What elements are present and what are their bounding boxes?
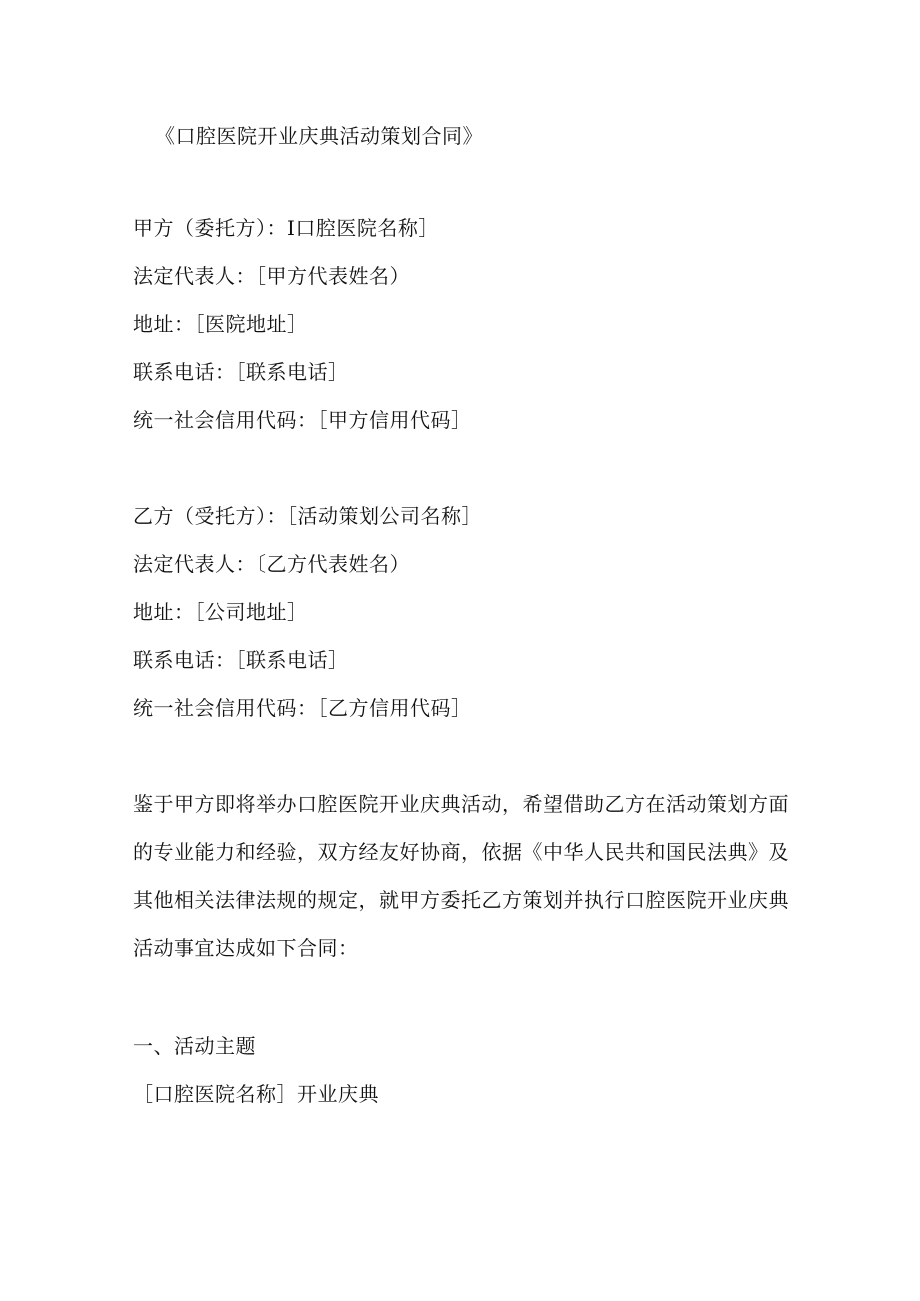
- party-a-phone: 联系电话：［联系电话］: [133, 360, 349, 384]
- document-title: 《口腔医院开业庆典活动策划合同》: [155, 124, 483, 148]
- party-a-credit-code: 统一社会信用代码：［甲方信用代码］: [133, 408, 472, 432]
- section-1-content: ［口腔医院名称］开业庆典: [133, 1082, 379, 1106]
- preamble-line: 活动事宜达成如下合同：: [133, 936, 359, 960]
- party-a-heading: 甲方（委托方）：I口腔医院名称］: [133, 216, 439, 240]
- party-a-representative: 法定代表人：［甲方代表姓名）: [133, 264, 410, 288]
- preamble-line: 鉴于甲方即将举办口腔医院开业庆典活动，希望借助乙方在活动策划方面: [133, 792, 789, 816]
- preamble-line: 其他相关法律法规的规定，就甲方委托乙方策划并执行口腔医院开业庆典: [133, 888, 789, 912]
- party-b-heading: 乙方（受托方）：［活动策划公司名称］: [133, 504, 482, 528]
- party-b-address: 地址：［公司地址］: [133, 600, 308, 624]
- preamble-line: 的专业能力和经验，双方经友好协商，依据《中华人民共和国民法典》及: [133, 840, 789, 864]
- preamble-paragraph: [133, 780, 793, 972]
- party-a-address: 地址：［医院地址］: [133, 312, 308, 336]
- party-b-phone: 联系电话：［联系电话］: [133, 648, 349, 672]
- party-b-representative: 法定代表人：〔乙方代表姓名）: [133, 552, 410, 576]
- section-1-heading: 一、活动主题: [133, 1034, 256, 1058]
- party-b-credit-code: 统一社会信用代码：［乙方信用代码］: [133, 696, 472, 720]
